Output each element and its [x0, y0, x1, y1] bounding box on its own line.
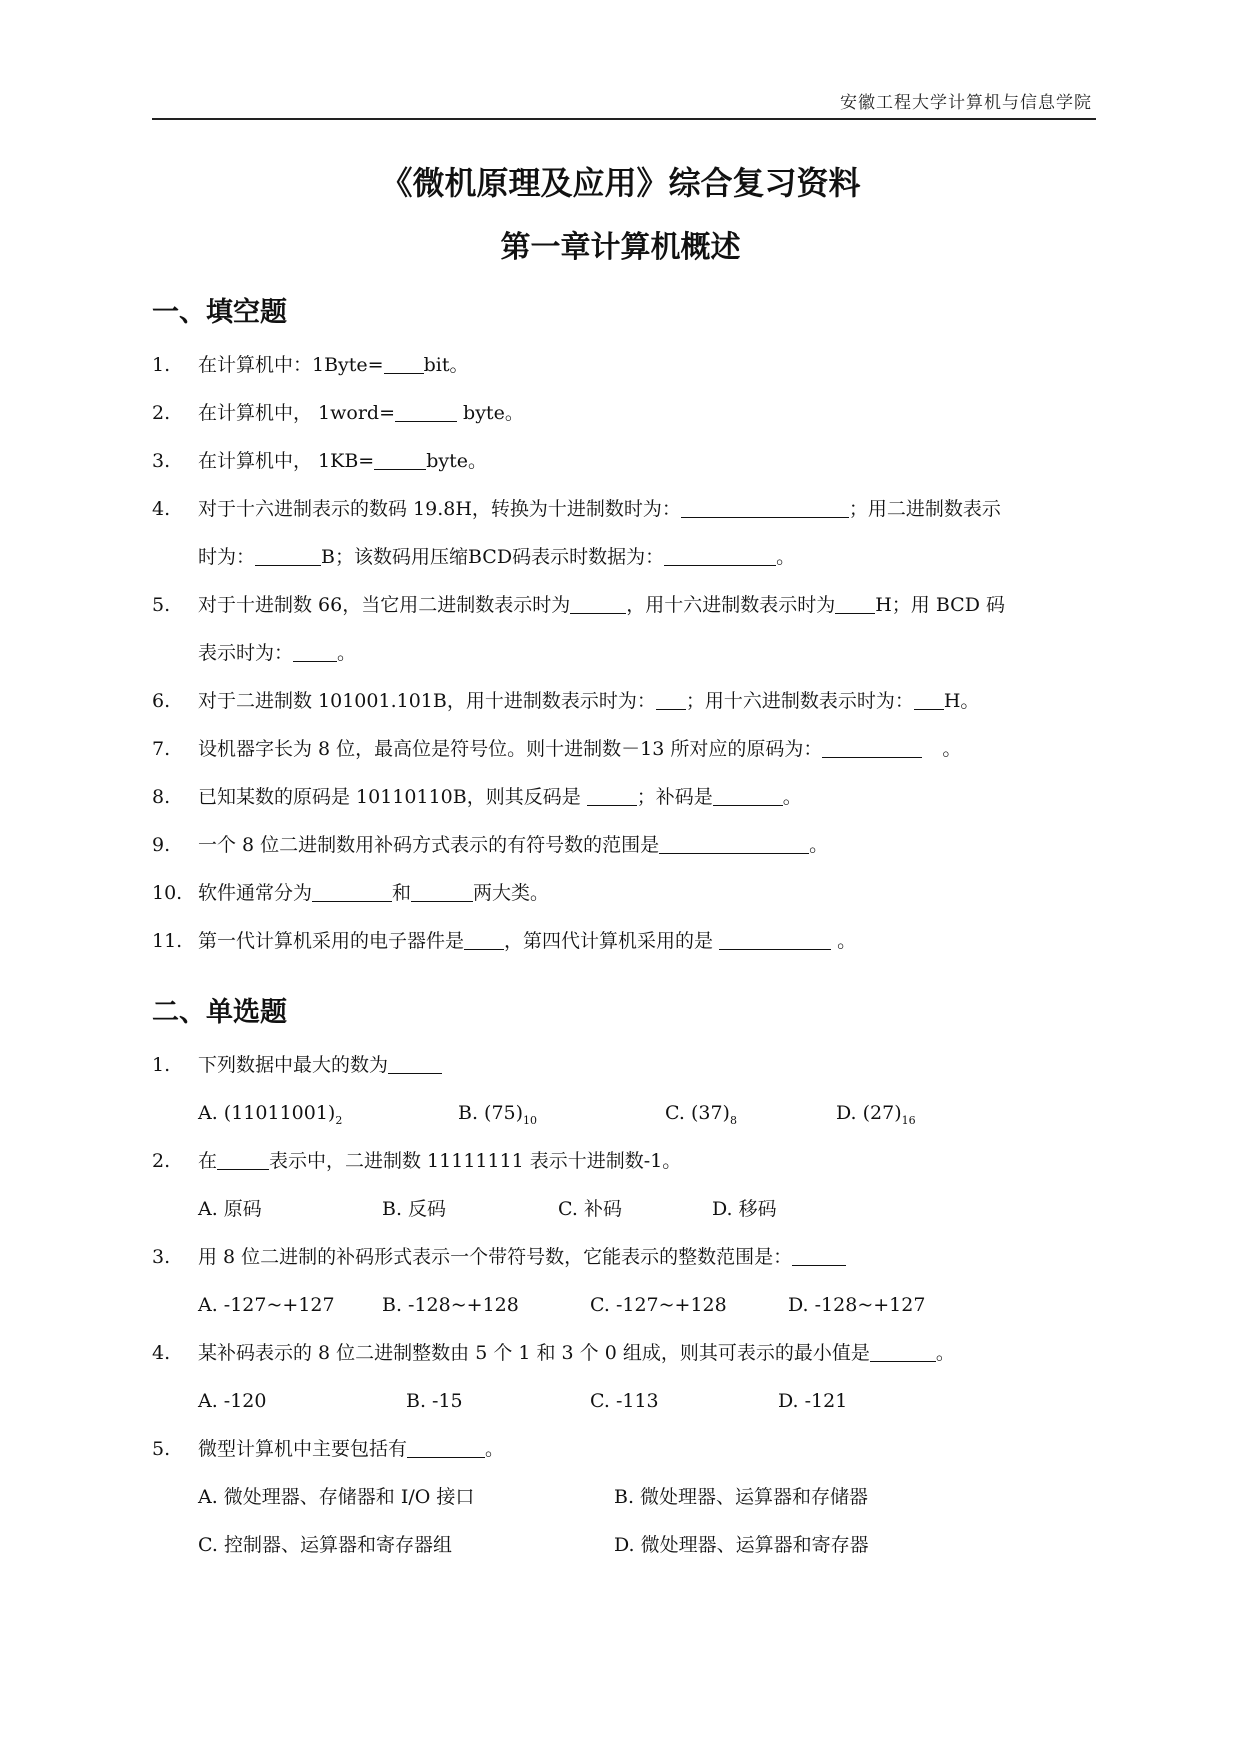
choice-5-option-b: B. 微处理器、运算器和存储器 — [614, 1486, 869, 1508]
choice-4-option-a: A. -120 — [198, 1390, 267, 1412]
answer-blank — [835, 593, 875, 614]
answer-blank — [464, 929, 504, 950]
fill-question-3: 3. 在计算机中， 1KB= byte。 — [152, 450, 487, 472]
choice-2-option-c: C. 补码 — [558, 1198, 622, 1220]
answer-blank — [293, 641, 337, 662]
fill-question-11: 11. 第一代计算机采用的电子器件是 ，第四代计算机采用的是 。 — [152, 930, 857, 952]
answer-blank — [217, 1149, 269, 1170]
choice-question-4: 4. 某补码表示的 8 位二进制整数由 5 个 1 和 3 个 0 组成，则其可表示的最小值是 。 — [152, 1342, 955, 1364]
choice-3-option-c: C. -127~+128 — [590, 1294, 727, 1316]
choice-question-3: 3. 用 8 位二进制的补码形式表示一个带符号数，它能表示的整数范围是： — [152, 1244, 846, 1270]
fill-question-4-continued: 时为： B；该数码用压缩BCD码表示时数据为： 。 — [198, 546, 796, 568]
fill-question-4: 4. 对于十六进制表示的数码 19.8H，转换为十进制数时为： ；用二进制数表示 — [152, 498, 1001, 520]
answer-blank — [587, 785, 637, 806]
choice-1-option-a: A. $(11011001)_2$ — [198, 1102, 343, 1127]
answer-blank — [255, 545, 321, 566]
choice-question-2: 2. 在 表示中，二进制数 11111111 表示十进制数-1。 — [152, 1150, 682, 1172]
choice-1-option-c: C. $(37)_8$ — [665, 1102, 737, 1127]
choice-question-1: 1. 下列数据中最大的数为 — [152, 1052, 442, 1078]
answer-blank — [656, 689, 686, 710]
answer-blank — [312, 881, 392, 902]
header-text: 安徽工程大学计算机与信息学院 — [840, 93, 1092, 113]
answer-blank — [681, 497, 849, 518]
choice-1-option-b: B. $(75)_{10}$ — [458, 1102, 538, 1127]
fill-question-7: 7. 设机器字长为 8 位，最高位是符号位。则十进制数－13 所对应的原码为： 。 — [152, 738, 962, 760]
fill-question-2: 2. 在计算机中， 1word= byte。 — [152, 402, 524, 424]
answer-blank — [407, 1437, 485, 1458]
choice-2-option-d: D. 移码 — [712, 1198, 777, 1220]
choice-3-option-d: D. -128~+127 — [788, 1294, 926, 1316]
fill-question-1: 1. 在计算机中：1Byte= bit。 — [152, 354, 469, 376]
answer-blank — [792, 1245, 846, 1266]
answer-blank — [384, 353, 424, 374]
answer-blank — [664, 545, 776, 566]
answer-blank — [822, 737, 922, 758]
answer-blank — [870, 1341, 936, 1362]
answer-blank — [388, 1053, 442, 1074]
fill-question-5: 5. 对于十进制数 66，当它用二进制数表示时为 ，用十六进制数表示时为 H；用 BCD 码 — [152, 594, 1005, 616]
fill-question-9: 9. 一个 8 位二进制数用补码方式表示的有符号数的范围是 。 — [152, 834, 829, 856]
answer-blank — [914, 689, 944, 710]
chapter-title: 第一章计算机概述 — [500, 230, 741, 265]
choice-4-option-c: C. -113 — [590, 1390, 659, 1412]
answer-blank — [395, 401, 457, 422]
answer-blank — [570, 593, 626, 614]
choice-4-option-b: B. -15 — [406, 1390, 463, 1412]
section-fill-in-blank: 一、填空题 — [152, 297, 287, 328]
choice-question-5: 5. 微型计算机中主要包括有 。 — [152, 1438, 505, 1460]
choice-2-option-a: A. 原码 — [198, 1198, 262, 1220]
page-header — [152, 86, 1096, 120]
fill-question-6: 6. 对于二进制数 101001.101B，用十进制数表示时为： ；用十六进制数表示时为： H。 — [152, 690, 980, 712]
choice-5-option-c: C. 控制器、运算器和寄存器组 — [198, 1534, 452, 1556]
answer-blank — [719, 929, 831, 950]
choice-4-option-d: D. -121 — [778, 1390, 848, 1412]
answer-blank — [374, 449, 426, 470]
answer-blank — [411, 881, 473, 902]
choice-1-option-d: D. $(27)_{16}$ — [836, 1102, 916, 1127]
section-single-choice: 二、单选题 — [152, 997, 287, 1028]
choice-5-option-a: A. 微处理器、存储器和 I/O 接口 — [198, 1486, 475, 1508]
fill-question-8: 8. 已知某数的原码是 10110110B，则其反码是 ；补码是 。 — [152, 786, 802, 808]
choice-3-option-a: A. -127~+127 — [198, 1294, 335, 1316]
choice-2-option-b: B. 反码 — [382, 1198, 447, 1220]
answer-blank — [713, 785, 783, 806]
fill-question-5-continued: 表示时为： 。 — [198, 642, 357, 664]
fill-question-10: 10. 软件通常分为 和 两大类。 — [152, 882, 550, 904]
question-number: 1. — [152, 354, 171, 376]
choice-5-option-d: D. 微处理器、运算器和寄存器 — [614, 1534, 869, 1556]
choice-3-option-b: B. -128~+128 — [382, 1294, 519, 1316]
answer-blank — [659, 833, 809, 854]
document-title: 《微机原理及应用》综合复习资料 — [380, 164, 861, 202]
